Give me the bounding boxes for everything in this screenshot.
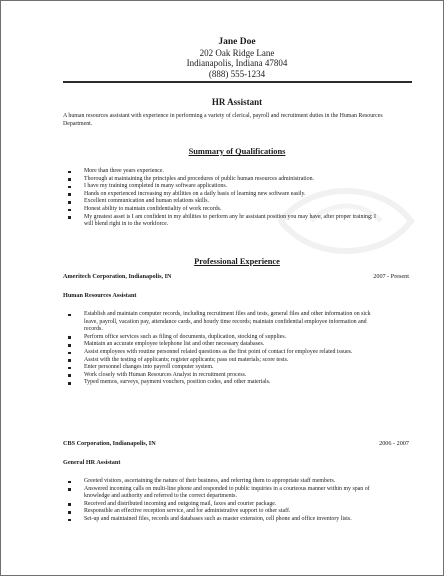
list-item: Answered incoming calls on multi-line phone and responded to public inquiries in a courteous manner within my span of knowledge and authority and referred to the correct departments. [63,486,381,501]
list-item: Assist with the testing of applicants; register applicants; pass out materials; score tests. [63,357,381,365]
list-item: Perform office services such as filing of documents, duplication, stocking of supplies. [63,334,381,342]
phone-number: (888) 555-1234 [208,69,266,79]
city-state-zip: Indianapolis, Indiana 47804 [186,58,288,68]
list-item: Received and distributed incoming and outgoing mail, faxes and courier package. [63,501,381,509]
list-item: Assist employees with routine personnel related questions as the first point of contact for employee related issues. [63,349,381,357]
header-divider [63,81,412,83]
job-company: Ameritech Corporation, Indianapolis, IN [63,273,172,280]
job-dates: 2006 - 2007 [379,440,409,447]
job-dates: 2007 - Present [373,273,409,280]
list-item: Typed memos, surveys, payment vouchers, position codes, and other materials. [63,379,381,387]
street-address: 202 Oak Ridge Lane [199,48,275,58]
experience-heading: Professional Experience [194,257,280,266]
applicant-name: Jane Doe [218,37,256,47]
list-item: Honest ability to maintain confidentiality of work records. [63,206,383,214]
list-item: Work closely with Human Resources Analyst in recruitment process. [63,372,381,380]
job-role: General HR Assistant [63,459,121,466]
list-item: Maintain an accurate employee telephone list and other necessary databases. [63,341,381,349]
qualifications-heading: Summary of Qualifications [188,147,286,156]
list-item: Thorough at maintaining the principles and procedures of public human resources administration. [63,176,383,184]
duties-list [63,311,381,387]
list-item: Excellent communication and human relations skills. [63,198,383,206]
list-item: Greeted visitors, ascertaining the nature of their business, and referring them to appropriate staff members. [63,478,381,486]
list-item: I have my training completed in many software applications. [63,183,383,191]
objective-title: HR Assistant [211,97,263,107]
list-item: More than three years experience. [63,168,383,176]
duties-list [63,478,381,524]
job-company: CBS Corporation, Indianapolis, IN [63,440,156,447]
qualifications-list [63,168,383,229]
list-item: Hands on experienced increasing my abilities on a daily basis of learning new software easily. [63,191,383,199]
objective-text: A human resources assistant with experience in performing a variety of clerical, payroll and recruitment duties in the Human Resources Department. [63,113,383,128]
job-role: Human Resources Assistant [63,292,137,299]
list-item: Responsible an effective reception service, and for administrative support to other staff. [63,508,381,516]
list-item: Set-up and maintained files, records and databases such as master extension, cell phone and office inventory lists. [63,516,381,524]
list-item: Establish and maintain computer records, including recruitment files and tests, general files and other information on sick leave, payroll, vacation pay, attendance cards, and hourly time records; maintain confidential employee information and records. [63,311,381,334]
list-item: Enter personnel changes into payroll computer system. [63,364,381,372]
list-item: My greatest asset is I am confident in my abilities to perform any hr assistant position you may have, after proper training; I will blend right in to the workforce. [63,214,383,229]
